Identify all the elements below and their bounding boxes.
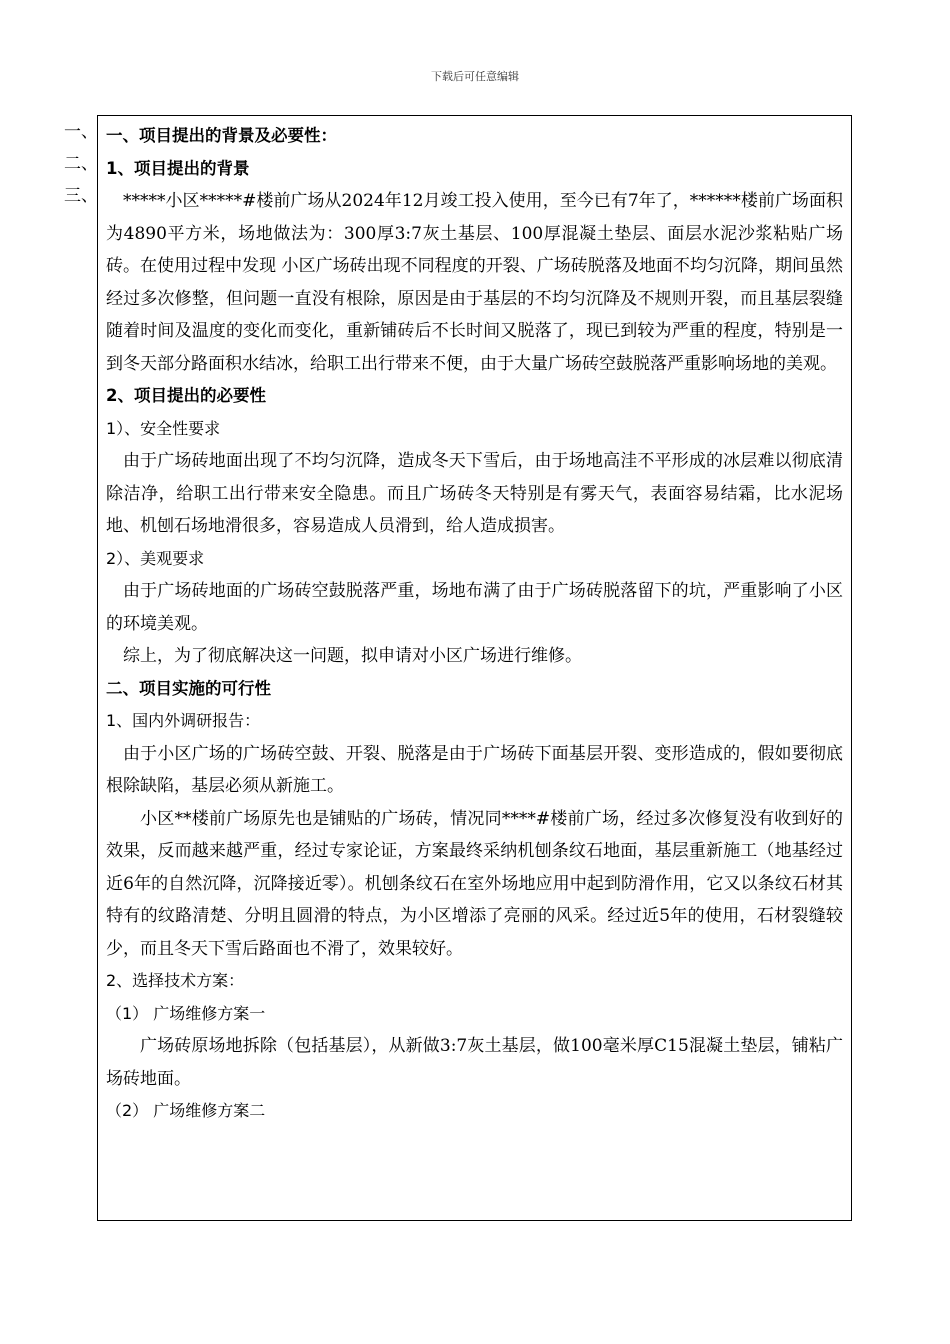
sub1-heading: 1、项目提出的背景	[106, 158, 250, 178]
side-marker-2: 二、	[64, 154, 98, 174]
sub3-heading: 1、国内外调研报告：	[106, 711, 261, 730]
plan2-label: （2） 广场维修方案二	[106, 1101, 266, 1120]
side-marker-3: 三、	[64, 186, 98, 206]
paragraph-research: 由于小区广场的广场砖空鼓、开裂、脱落是由于广场砖下面基层开裂、变形造成的，假如要彻底根除缺陷，基层必须从新施工。	[106, 743, 843, 796]
side-markers	[64, 116, 98, 212]
paragraph-appearance: 由于广场砖地面的广场砖空鼓脱落严重，场地布满了由于广场砖脱落留下的坑，严重影响了小区的环境美观。	[106, 581, 843, 634]
sub2-heading: 2、项目提出的必要性	[106, 386, 266, 405]
item-appearance-label: 2）、美观要求	[106, 548, 205, 568]
section1-heading: 一、项目提出的背景及必要性：	[106, 126, 337, 145]
paragraph-safety: 由于广场砖地面出现了不均匀沉降，造成冬天下雪后，由于场地高洼不平形成的冰层难以彻底清除洁净，给职工出行带来安全隐患。而且广场砖冬天特别是有雾天气，表面容易结霜，比水泥场地、机刨石场地滑很多，容易造成人员滑到，给人造成损害。	[106, 451, 843, 536]
paragraph-case: 小区**楼前广场原先也是铺贴的广场砖，情况同****#楼前广场，经过多次修复没有收到好的效果，反而越来越严重，经过专家论证，方案最终采纳机刨条纹石地面，基层重新施工（地基经过近6年的自然沉降，沉降接近零）。机刨条纹石在室外场地应用中起到防滑作用，它又以条纹石材其特有的纹路清楚、分明且圆滑的特点，为小区增添了亮丽的风采。经过近5年的使用，石材裂缝较少，而且冬天下雪后路面也不滑了，效果较好。	[106, 808, 843, 959]
paragraph-background: *****小区*****#楼前广场从2024年12月竣工投入使用，至今已有7年了，******楼前广场面积为4890平方米，场地做法为：300厚3:7灰土基层、100厚混凝土垫层、面层水泥沙浆粘贴广场砖。在使用过程中发现 小区广场砖出现不同程度的开裂、广场砖脱落及地面不均匀沉降，期间虽然经过多次修整，但问题一直没有根除，原因是由于基层的不均匀沉降及不规则开裂，而且基层裂缝随着时间及温度的变化而变化，重新铺砖后不长时间又脱落了，现已到较为严重的程度，特别是一到冬天部分路面积水结冰，给职工出行带来不便，由于大量广场砖空鼓脱落严重影响场地的美观。	[106, 191, 843, 374]
content-box	[97, 115, 852, 1221]
sub4-heading: 2、选择技术方案：	[106, 971, 245, 990]
page-header: 下载后可任意编辑	[431, 70, 519, 83]
section2-heading: 二、项目实施的可行性	[106, 678, 271, 698]
paragraph-summary: 综上，为了彻底解决这一问题，拟申请对小区广场进行维修。	[123, 646, 582, 666]
side-marker-1: 一、	[64, 122, 98, 142]
plan1-label: （1） 广场维修方案一	[106, 1003, 266, 1023]
item-safety-label: 1）、安全性要求	[106, 418, 221, 438]
paragraph-plan1: 广场砖原场地拆除（包括基层），从新做3:7灰土基层，做100毫米厚C15混凝土垫层，铺粘广场砖地面。	[106, 1036, 843, 1089]
